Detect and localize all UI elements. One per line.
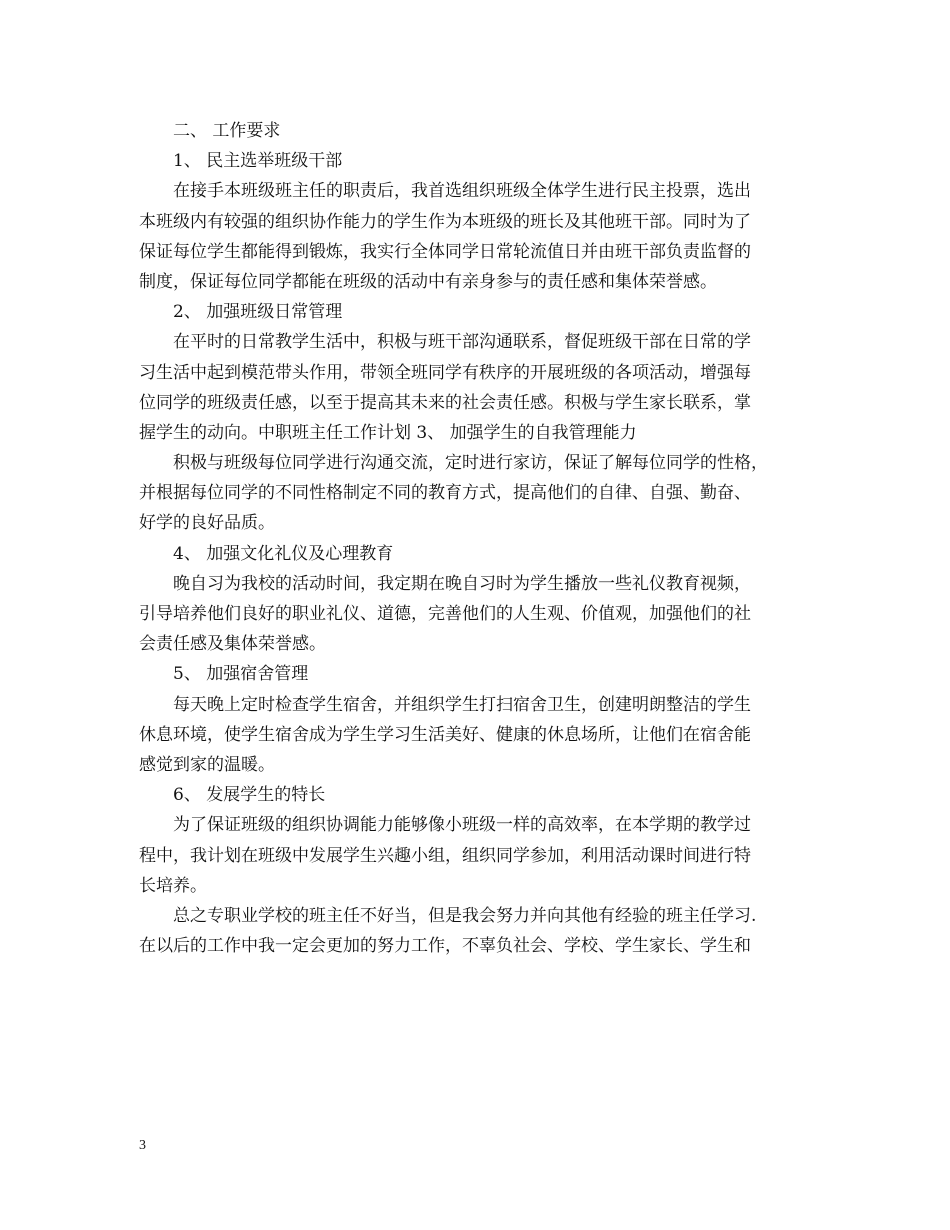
paragraph-line: 握学生的动向。中职班主任工作计划 3、 加强学生的自我管理能力 (139, 422, 637, 443)
paragraph-line: 在平时的日常教学生活中，积极与班干部沟通联系，督促班级干部在日常的学 (173, 332, 751, 353)
item-heading-6: 6、 发展学生的特长 (173, 785, 326, 806)
paragraph-line: 习生活中起到模范带头作用，带领全班同学有秩序的开展班级的各项活动，增强每 (139, 362, 751, 383)
page-body (139, 116, 811, 961)
paragraph-line: 在以后的工作中我一定会更加的努力工作，不辜负社会、学校、学生家长、学生和 (139, 936, 751, 957)
paragraph-line: 总之专职业学校的班主任不好当，但是我会努力并向其他有经验的班主任学习. (173, 905, 757, 926)
paragraph-line: 好学的良好品质。 (139, 513, 275, 534)
item-heading-1: 1、 民主选举班级干部 (173, 151, 343, 172)
paragraph-line: 位同学的班级责任感，以至于提高其未来的社会责任感。积极与学生家长联系，掌 (139, 392, 751, 413)
paragraph-line: 制度，保证每位同学都能在班级的活动中有亲身参与的责任感和集体荣誉感。 (139, 271, 717, 292)
paragraph-line: 晚自习为我校的活动时间，我定期在晚自习时为学生播放一些礼仪教育视频， (173, 573, 751, 594)
item-heading-5: 5、 加强宿舍管理 (173, 664, 309, 685)
paragraph-line: 引导培养他们良好的职业礼仪、道德，完善他们的人生观、价值观，加强他们的社 (139, 604, 751, 624)
paragraph-line: 并根据每位同学的不同性格制定不同的教育方式，提高他们的自律、自强、勤奋、 (139, 483, 751, 504)
section-heading-work-requirements: 二、 工作要求 (173, 121, 281, 141)
paragraph-line: 长培养。 (139, 875, 207, 896)
item-heading-4: 4、 加强文化礼仪及心理教育 (173, 543, 394, 564)
paragraph-line: 每天晚上定时检查学生宿舍，并组织学生打扫宿舍卫生，创建明朗整洁的学生 (173, 694, 751, 715)
paragraph-line: 会责任感及集体荣誉感。 (139, 634, 326, 655)
paragraph-line: 休息环境，使学生宿舍成为学生学习生活美好、健康的休息场所，让他们在宿舍能 (139, 724, 751, 745)
paragraph-line: 在接手本班级班主任的职责后，我首选组织班级全体学生进行民主投票，选出 (173, 181, 751, 202)
paragraph-line: 保证每位学生都能得到锻炼，我实行全体同学日常轮流值日并由班干部负责监督的 (139, 241, 751, 262)
paragraph-line: 积极与班级每位同学进行沟通交流，定时进行家访，保证了解每位同学的性格， (173, 453, 768, 474)
paragraph-line: 程中，我计划在班级中发展学生兴趣小组，组织同学参加，利用活动课时间进行特 (139, 845, 751, 866)
item-heading-2: 2、 加强班级日常管理 (173, 302, 343, 323)
paragraph-line: 感觉到家的温暖。 (139, 754, 275, 775)
paragraph-line: 为了保证班级的组织协调能力能够像小班级一样的高效率，在本学期的教学过 (173, 815, 751, 836)
page-number: 3 (139, 1138, 146, 1153)
paragraph-line: 本班级内有较强的组织协作能力的学生作为本班级的班长及其他班干部。同时为了 (139, 211, 751, 232)
